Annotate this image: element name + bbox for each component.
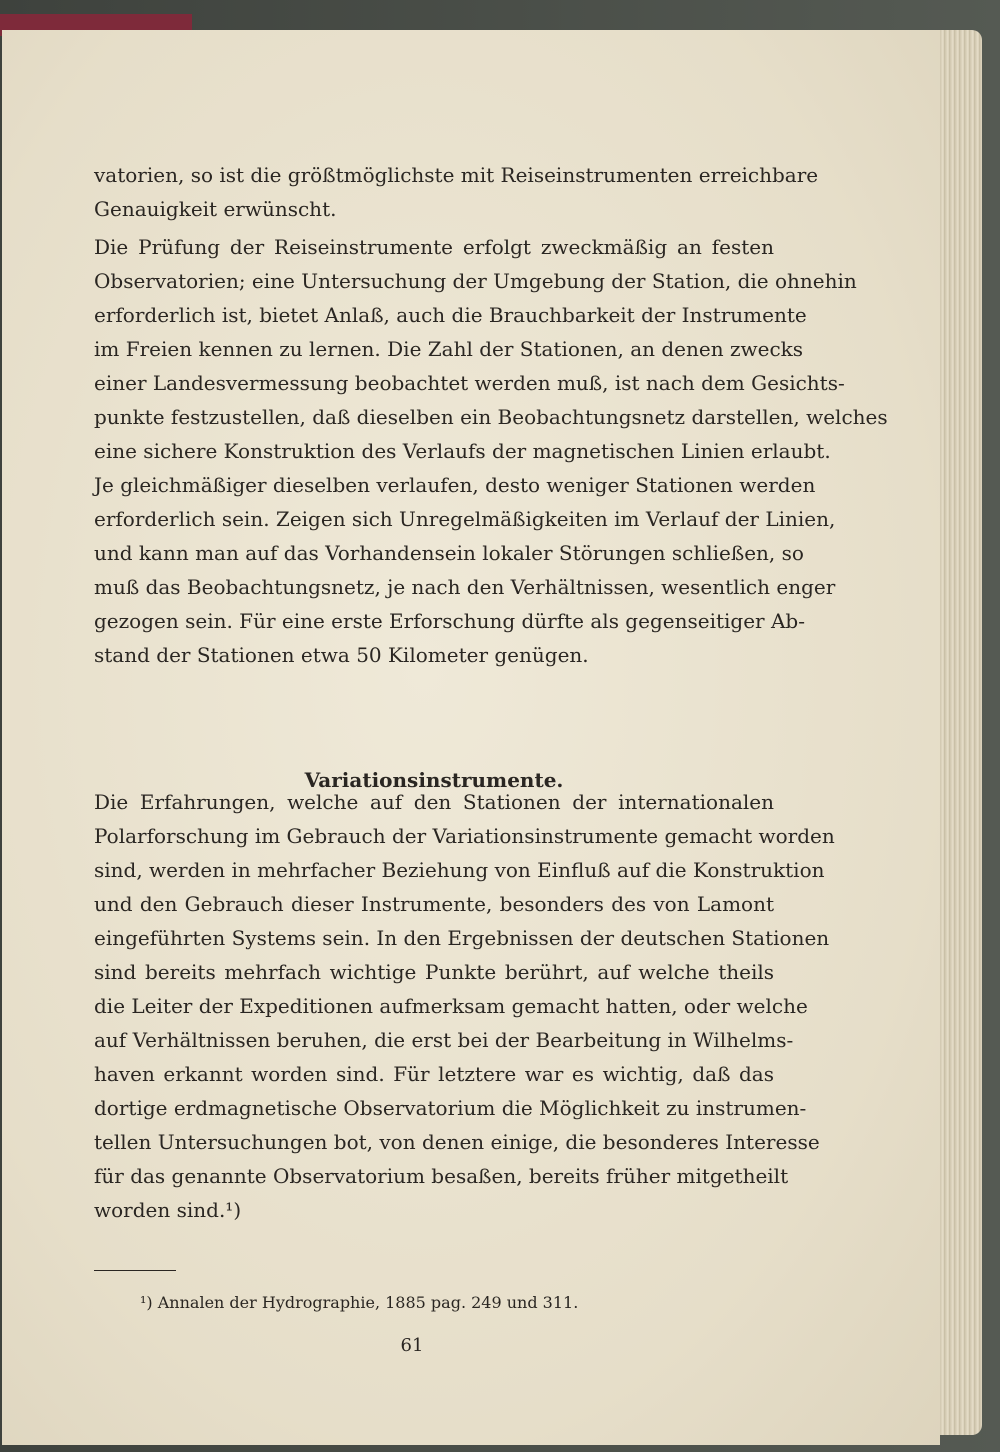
text-line: punkte festzustellen, daß dieselben ein Beobachtungsnetz darstellen, welches bbox=[94, 405, 888, 429]
footnote: ¹) Annalen der Hydrographie, 1885 pag. 249 und 311. bbox=[140, 1293, 579, 1312]
text-line: erforderlich sein. Zeigen sich Unregelmäßigkeiten im Verlauf der Linien, bbox=[94, 507, 836, 531]
text-line: Je gleichmäßiger dieselben verlaufen, desto weniger Stationen werden bbox=[94, 473, 816, 497]
section-heading: Variationsinstrumente. bbox=[304, 768, 564, 792]
text-line: für das genannte Observatorium besaßen, bereits früher mitgetheilt bbox=[94, 1164, 789, 1188]
text-line: gezogen sein. Für eine erste Erforschung dürfte als gegenseitiger Ab- bbox=[94, 609, 805, 633]
text-line: tellen Untersuchungen bot, von denen einige, die besonderes Interesse bbox=[94, 1130, 820, 1154]
text-line: Polarforschung im Gebrauch der Variationsinstrumente gemacht worden bbox=[94, 824, 835, 848]
text-line: muß das Beobachtungsnetz, je nach den Verhältnissen, wesentlich enger bbox=[94, 575, 836, 599]
text-line: sind, werden in mehrfacher Beziehung von Einfluß auf die Konstruktion bbox=[94, 858, 825, 882]
text-line: Die Erfahrungen, welche auf den Stationen der internationalen bbox=[94, 790, 774, 814]
text-line: im Freien kennen zu lernen. Die Zahl der Stationen, an denen zwecks bbox=[94, 337, 804, 361]
text-line: worden sind.¹) bbox=[94, 1198, 242, 1222]
text-line: stand der Stationen etwa 50 Kilometer genügen. bbox=[94, 643, 589, 667]
text-line: einer Landesvermessung beobachtet werden muß, ist nach dem Gesichts- bbox=[94, 371, 845, 395]
text-line: dortige erdmagnetische Observatorium die Möglichkeit zu instrumen- bbox=[94, 1096, 807, 1120]
text-line: Genauigkeit erwünscht. bbox=[94, 197, 337, 221]
text-line: erforderlich ist, bietet Anlaß, auch die Brauchbarkeit der Instrumente bbox=[94, 303, 807, 327]
text-line: eine sichere Konstruktion des Verlaufs der magnetischen Linien erlaubt. bbox=[94, 439, 831, 463]
text-line: und kann man auf das Vorhandensein lokaler Störungen schließen, so bbox=[94, 541, 804, 565]
text-line: Die Prüfung der Reiseinstrumente erfolgt zweckmäßig an festen bbox=[94, 235, 774, 259]
text-line: sind bereits mehrfach wichtige Punkte berührt, auf welche theils bbox=[94, 960, 774, 984]
text-line: haven erkannt worden sind. Für letztere war es wichtig, daß das bbox=[94, 1062, 774, 1086]
footnote-divider bbox=[94, 1270, 176, 1271]
book-page bbox=[2, 30, 940, 1445]
text-line: und den Gebrauch dieser Instrumente, besonders des von Lamont bbox=[94, 892, 774, 916]
text-line: vatorien, so ist die größtmöglichste mit Reiseinstrumenten erreichbare bbox=[94, 163, 819, 187]
page-number: 61 bbox=[400, 1335, 424, 1356]
text-line: die Leiter der Expeditionen aufmerksam gemacht hatten, oder welche bbox=[94, 994, 808, 1018]
text-line: auf Verhältnissen beruhen, die erst bei der Bearbeitung in Wilhelms- bbox=[94, 1028, 794, 1052]
text-line: Observatorien; eine Untersuchung der Umgebung der Station, die ohnehin bbox=[94, 269, 857, 293]
text-line: eingeführten Systems sein. In den Ergebnissen der deutschen Stationen bbox=[94, 926, 830, 950]
